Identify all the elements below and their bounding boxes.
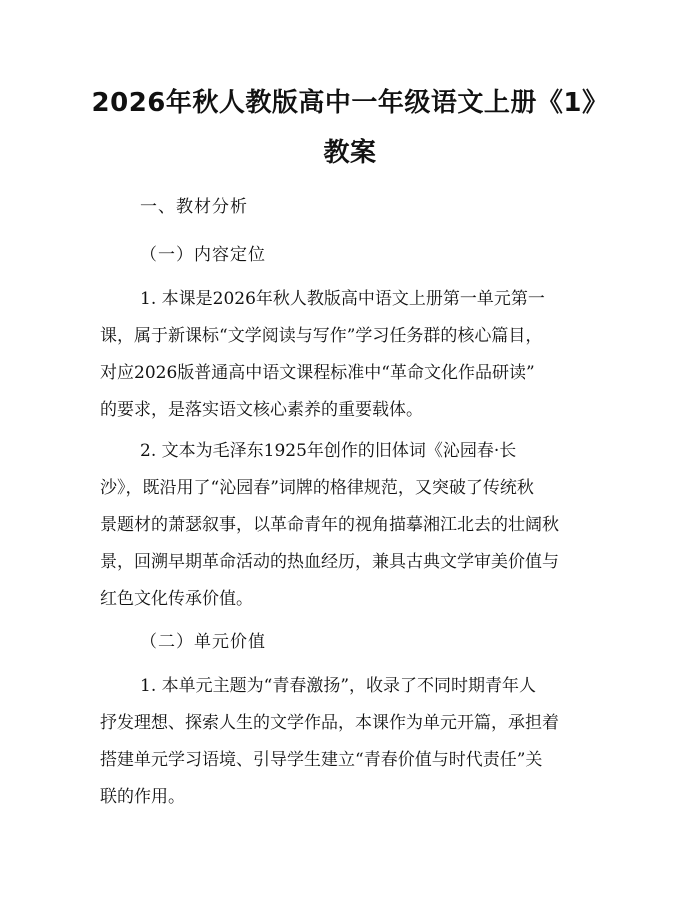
paragraph-line: 红色文化传承价值。 [100, 589, 253, 609]
subsection-heading-content-positioning: （一）内容定位 [140, 245, 266, 265]
subsection-heading-unit-value: （二）单元价值 [140, 632, 266, 652]
section-heading-textbook-analysis: 一、教材分析 [140, 197, 248, 217]
paragraph-3 [100, 668, 602, 816]
paragraph-line: 课，属于新课标“文学阅读与写作”学习任务群的核心篇目， [100, 326, 543, 346]
document-title-line-2: 教案 [323, 138, 377, 168]
paragraph-line: 1. 本单元主题为“青春激扬”，收录了不同时期青年人 [140, 676, 537, 696]
paragraph-2 [100, 433, 602, 618]
document-title-line-1: 2026年秋人教版高中一年级语文上册《1》 [91, 88, 609, 118]
paragraph-line: 1. 本课是2026年秋人教版高中语文上册第一单元第一 [140, 289, 545, 309]
paragraph-line: 景，回溯早期革命活动的热血经历，兼具古典文学审美价值与 [100, 552, 559, 572]
paragraph-line: 2. 文本为毛泽东1925年创作的旧体词《沁园春·长 [140, 441, 517, 461]
paragraph-line: 抒发理想、探索人生的文学作品，本课作为单元开篇，承担着 [100, 713, 559, 733]
paragraph-1 [100, 281, 602, 429]
paragraph-line: 景题材的萧瑟叙事，以革命青年的视角描摹湘江北去的壮阔秋 [100, 515, 559, 535]
paragraph-line: 沙》，既沿用了“沁园春”词牌的格律规范，又突破了传统秋 [100, 478, 534, 498]
paragraph-line: 的要求，是落实语文核心素养的重要载体。 [100, 400, 423, 420]
paragraph-line: 对应2026版普通高中语文课程标准中“革命文化作品研读” [100, 363, 535, 383]
paragraph-line: 搭建单元学习语境、引导学生建立“青春价值与时代责任”关 [100, 750, 543, 770]
paragraph-line: 联的作用。 [100, 787, 185, 807]
